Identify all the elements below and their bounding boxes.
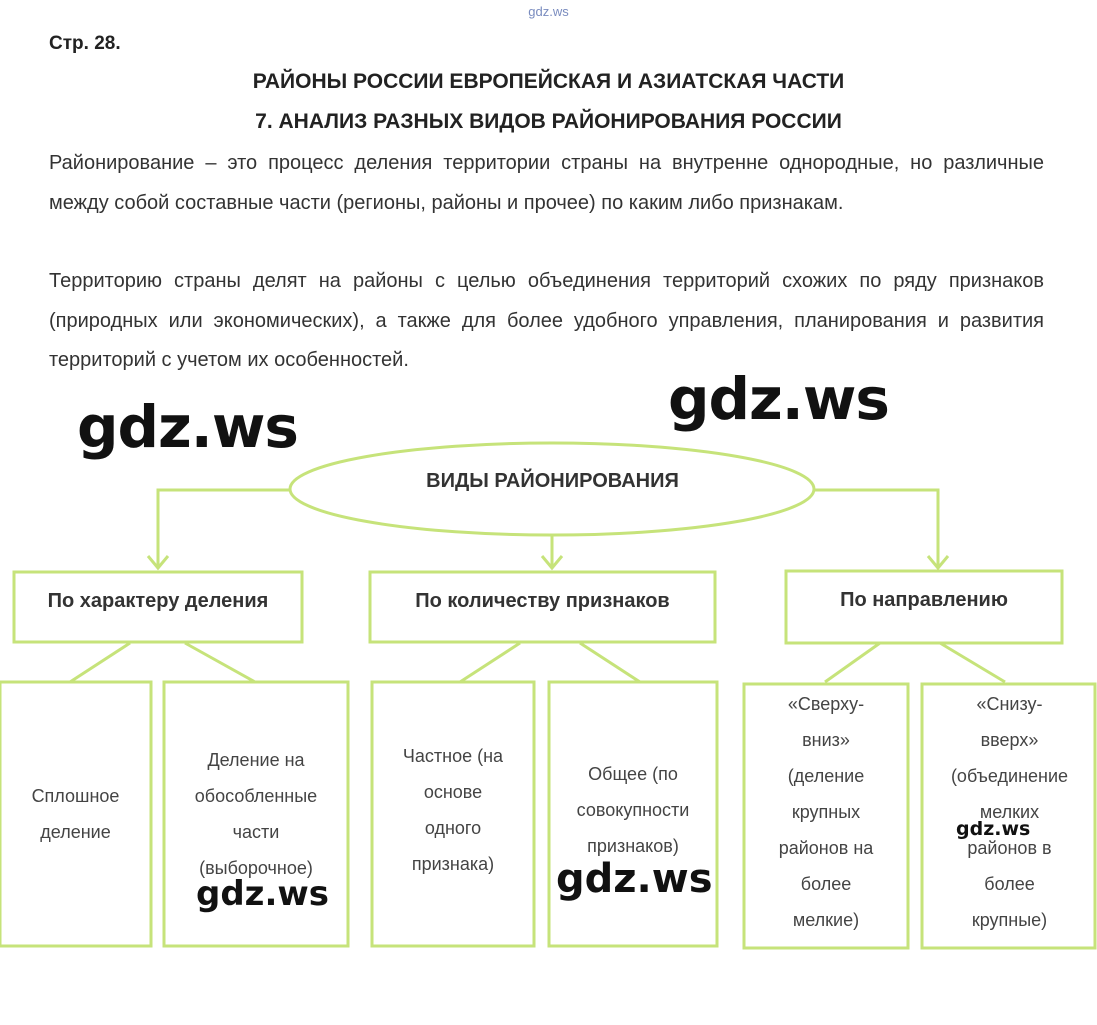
leaf-text: Сплошное деление (31, 786, 120, 842)
subsection-title: 7. АНАЛИЗ РАЗНЫХ ВИДОВ РАЙОНИРОВАНИЯ РОССИИ (255, 110, 842, 133)
watermark: gdz.ws (556, 856, 713, 902)
connector-c3-l6 (940, 643, 1005, 682)
category-label-division: По характеру деления (47, 590, 269, 612)
leaf-text: «Сверху- вниз» (деление крупных районов на более мелкие) (778, 694, 874, 930)
watermark: gdz.ws (196, 874, 330, 914)
connector-left (158, 490, 290, 566)
section-title: РАЙОНЫ РОССИИ ЕВРОПЕЙСКАЯ И АЗИАТСКАЯ ЧАСТИ (252, 70, 845, 93)
connector-c1-l2 (185, 643, 255, 682)
watermark: gdz.ws (77, 393, 298, 461)
watermark: gdz.ws (668, 365, 889, 433)
page-label: Стр. 28. (49, 33, 121, 54)
leaf-bottom-up (922, 684, 1097, 948)
leaf-partial (372, 682, 534, 946)
connector-c2-l4 (580, 643, 640, 682)
definition-paragraph: Районирование – это процесс деления территории страны на внутренне однородные, но различные между собой составные части (регионы, районы и прочее) по каким либо признакам. (49, 152, 1044, 214)
connector-c3-l5 (825, 643, 880, 682)
purpose-paragraph: Территорию страны делят на районы с целью объединения территорий схожих по ряду признаков (природных или экономических), а также для более удобного управления, планирования и развития территорий с учетом их особенностей. (49, 270, 1044, 371)
leaf-general (549, 682, 717, 946)
connector-c1-l1 (70, 643, 130, 682)
category-label-direction: По направлению (840, 589, 1008, 611)
leaf-text: «Снизу- вверх» (объединение мелких районов в более крупные) (950, 694, 1069, 930)
leaf-text: Частное (на основе одного признака) (402, 746, 504, 874)
leaf-top-down (744, 684, 908, 948)
root-label: ВИДЫ РАЙОНИРОВАНИЯ (426, 470, 679, 492)
leaf-continuous-division (0, 682, 151, 946)
watermark: gdz.ws (956, 818, 1031, 840)
connector-right (814, 490, 938, 566)
leaf-text: Общее (по совокупности признаков) (576, 764, 690, 856)
top-watermark: gdz.ws (528, 4, 569, 19)
category-label-criteria-count: По количеству признаков (415, 590, 670, 612)
leaf-text: Деление на обособленные части (выборочное) (194, 750, 318, 878)
connector-c2-l3 (460, 643, 520, 682)
